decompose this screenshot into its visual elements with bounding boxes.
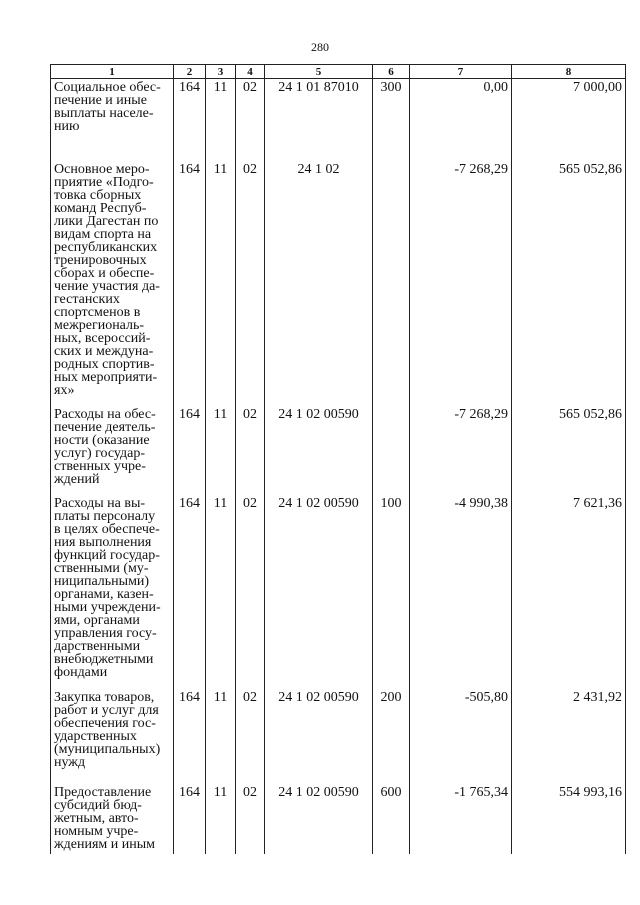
row-name bbox=[51, 79, 174, 161]
column-header: 7 bbox=[410, 65, 512, 79]
cell-col2: 164 bbox=[174, 79, 206, 161]
row-name bbox=[51, 406, 174, 495]
table-row bbox=[51, 406, 626, 495]
cell-col2: 164 bbox=[174, 406, 206, 495]
cell-col5: 24 1 02 00590 bbox=[265, 406, 373, 495]
cell-col4: 02 bbox=[236, 79, 265, 161]
cell-col8: 7 621,36 bbox=[512, 495, 626, 689]
cell-col4: 02 bbox=[236, 689, 265, 784]
header-row bbox=[51, 65, 626, 79]
cell-col7: -505,80 bbox=[410, 689, 512, 784]
cell-col8: 554 993,16 bbox=[512, 784, 626, 854]
table-row bbox=[51, 689, 626, 784]
row-name-text: Расходы на вы- платы персоналу в целях обеспече- ния выполнения функций государ- ственными (му- ниципальными) органами, казен- ными учреждени- ями, органами управления госу- дарственными внебюджетными фондами bbox=[54, 495, 161, 680]
cell-col3: 11 bbox=[206, 79, 236, 161]
cell-col2: 164 bbox=[174, 161, 206, 406]
cell-col7: -7 268,29 bbox=[410, 406, 512, 495]
column-header: 5 bbox=[265, 65, 373, 79]
cell-col8: 565 052,86 bbox=[512, 406, 626, 495]
page-number: 280 bbox=[311, 40, 329, 54]
row-name-text: Основное меро- приятие «Подго- товка сборных команд Респуб- лики Дагестан по видам спорта на республиканских тренировочных сборах и обеспе- чение участия да- гестанских спортсменов в межрегиональ- ных, всероссий- ских и междуна- родных спортив- ных мероприяти- ях» bbox=[54, 161, 160, 398]
cell-col5: 24 1 01 87010 bbox=[265, 79, 373, 161]
row-name bbox=[51, 495, 174, 689]
column-header: 8 bbox=[512, 65, 626, 79]
table-row bbox=[51, 79, 626, 161]
cell-col6: 200 bbox=[373, 689, 410, 784]
row-name-text: Закупка товаров, работ и услуг для обеспечения гос- ударственных (муниципальных) нужд bbox=[54, 689, 161, 770]
cell-col4: 02 bbox=[236, 495, 265, 689]
column-header: 2 bbox=[174, 65, 206, 79]
cell-col6: 100 bbox=[373, 495, 410, 689]
cell-col8: 565 052,86 bbox=[512, 161, 626, 406]
cell-col5: 24 1 02 00590 bbox=[265, 495, 373, 689]
cell-col6 bbox=[373, 161, 410, 406]
cell-col4: 02 bbox=[236, 406, 265, 495]
cell-col3: 11 bbox=[206, 689, 236, 784]
cell-col3: 11 bbox=[206, 495, 236, 689]
table-row bbox=[51, 784, 626, 854]
cell-col7: -7 268,29 bbox=[410, 161, 512, 406]
row-name bbox=[51, 784, 174, 854]
cell-col6 bbox=[373, 406, 410, 495]
cell-col3: 11 bbox=[206, 161, 236, 406]
row-name-text: Социальное обес- печение и иные выплаты населе- нию bbox=[54, 80, 161, 134]
cell-col2: 164 bbox=[174, 784, 206, 854]
row-name bbox=[51, 689, 174, 784]
cell-col7: -4 990,38 bbox=[410, 495, 512, 689]
cell-col2: 164 bbox=[174, 495, 206, 689]
cell-col4: 02 bbox=[236, 161, 265, 406]
cell-col3: 11 bbox=[206, 406, 236, 495]
row-name bbox=[51, 161, 174, 406]
column-header: 3 bbox=[206, 65, 236, 79]
budget-table bbox=[50, 64, 626, 854]
table-row bbox=[51, 495, 626, 689]
cell-col5: 24 1 02 00590 bbox=[265, 689, 373, 784]
row-name-text: Предоставление субсидий бюд- жетным, авто- номным учре- ждениям и иным bbox=[54, 784, 156, 852]
cell-col2: 164 bbox=[174, 689, 206, 784]
cell-col7: -1 765,34 bbox=[410, 784, 512, 854]
cell-col8: 7 000,00 bbox=[512, 79, 626, 161]
cell-col4: 02 bbox=[236, 784, 265, 854]
column-header: 1 bbox=[51, 65, 174, 79]
column-header: 6 bbox=[373, 65, 410, 79]
cell-col7: 0,00 bbox=[410, 79, 512, 161]
row-name-text: Расходы на обес- печение деятель- ности (оказание услуг) государ- ственных учре- ждений bbox=[54, 406, 156, 487]
cell-col8: 2 431,92 bbox=[512, 689, 626, 784]
column-header: 4 bbox=[236, 65, 265, 79]
cell-col6: 300 bbox=[373, 79, 410, 161]
table-row bbox=[51, 161, 626, 406]
cell-col5: 24 1 02 00590 bbox=[265, 784, 373, 854]
cell-col6: 600 bbox=[373, 784, 410, 854]
cell-col3: 11 bbox=[206, 784, 236, 854]
cell-col5: 24 1 02 bbox=[265, 161, 373, 406]
